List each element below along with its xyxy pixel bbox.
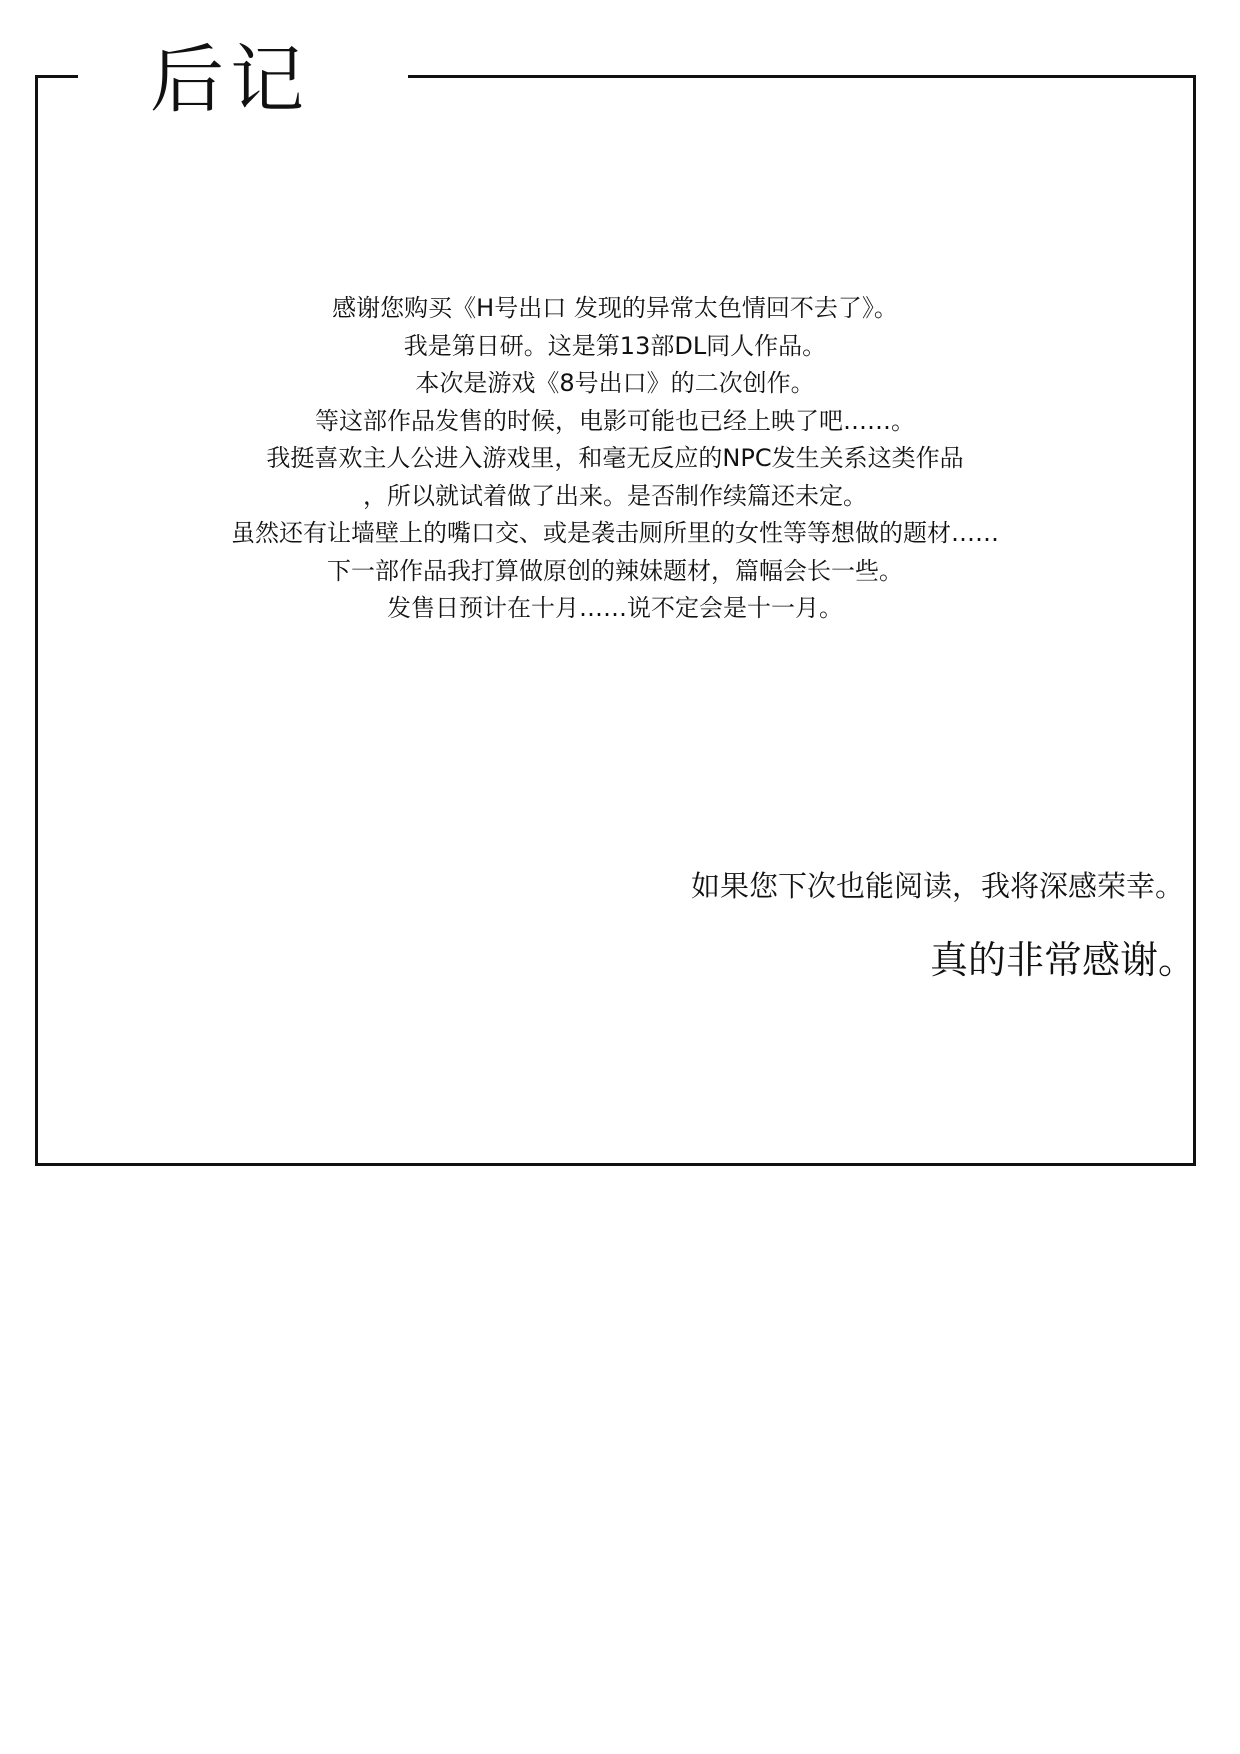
closing-remark: 如果您下次也能阅读，我将深感荣幸。 <box>690 869 1184 903</box>
afterword-line: 感谢您购买《H号出口 发现的异常太色情回不去了》。 <box>332 294 898 322</box>
afterword-line: 虽然还有让墙壁上的嘴口交、或是袭击厕所里的女性等等想做的题材…… <box>231 519 999 547</box>
afterword-line: 发售日预计在十月……说不定会是十一月。 <box>387 594 843 622</box>
afterword-line: 我挺喜欢主人公进入游戏里，和毫无反应的NPC发生关系这类作品 <box>266 444 964 472</box>
thanks-message: 真的非常感谢。 <box>929 938 1196 982</box>
afterword-line: 本次是游戏《8号出口》的二次创作。 <box>415 369 815 397</box>
page-title: 后记 <box>150 37 310 123</box>
afterword-body <box>40 290 1190 628</box>
afterword-line: 下一部作品我打算做原创的辣妹题材，篇幅会长一些。 <box>327 556 903 585</box>
afterword-line: 等这部作品发售的时候，电影可能也已经上映了吧……。 <box>315 406 915 435</box>
afterword-line: 我是第日研。这是第13部DL同人作品。 <box>403 331 827 360</box>
afterword-line: ，所以就试着做了出来。是否制作续篇还未定。 <box>363 481 867 510</box>
